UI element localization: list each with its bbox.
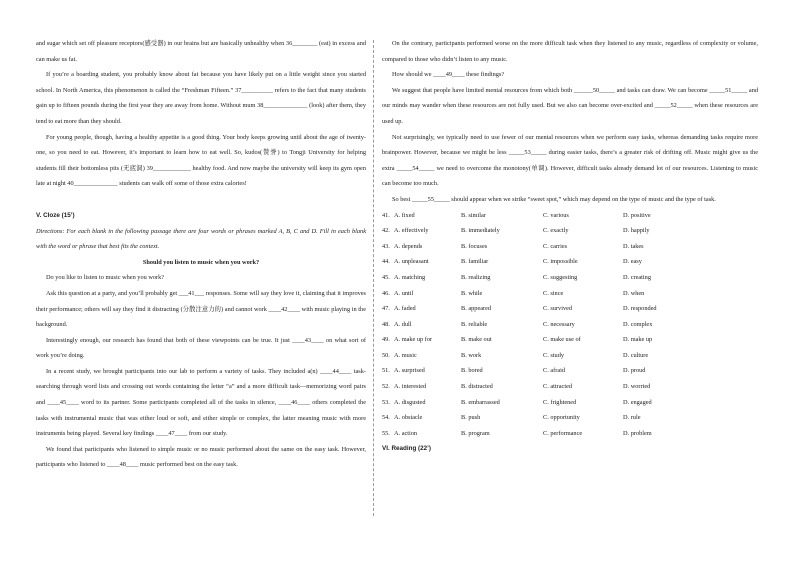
option-a: A. make up for	[394, 336, 433, 344]
option-a: A. fixed	[394, 211, 415, 219]
option-d: D. make up	[623, 336, 653, 344]
cloze-paragraph: In a recent study, we brought participants into our lab to perform a variety of tasks. They included a(n) ____44____ task-searching through word lists and crossing out words containing the letter “a” and a more difficult task—memorizing word pairs and ____45____ word to its partner. Some participants completed all of the tasks in silence, ____46____ others completed the tasks with instrumental music that was either loud or soft, and either simple or complex, the latter meaning music with more instruments being played. Several key findings ____47____ from our study.	[36, 367, 366, 438]
option-d: D. responded	[623, 305, 657, 313]
option-a: A. music	[394, 351, 417, 359]
column-divider	[373, 40, 374, 516]
option-b: B. while	[461, 289, 483, 297]
cloze-options-list	[382, 208, 758, 442]
option-c: C. necessary	[543, 320, 575, 328]
option-b: B. work	[461, 351, 482, 359]
cloze-passage-title: Should you listen to music when you work?	[142, 258, 260, 266]
option-b: B. embarrassed	[461, 398, 500, 406]
option-b: B. bored	[461, 367, 483, 375]
option-c: C. survived	[543, 305, 573, 313]
option-row	[382, 332, 758, 348]
option-c: C. performance	[543, 429, 583, 437]
cloze-paragraph: Do you like to listen to music when you work?	[46, 274, 165, 282]
passage-paragraph: If you’re a boarding student, you probably know about fat because you have likely put on a little weight since you started school. In North America, this phenomenon is called the “Freshman Fifteen.” 37__________ refers to the fact that many students gain up to fifteen pounds during the first year they are away from home. Without mum 38______________ (look) after them, they tend to eat more than they should.	[36, 71, 366, 125]
option-b: B. program	[461, 429, 490, 437]
option-c: C. opportunity	[543, 414, 580, 422]
question-number: 55.	[382, 429, 390, 437]
option-row	[382, 410, 758, 426]
question-number: 44.	[382, 258, 390, 266]
option-a: A. faded	[394, 305, 416, 313]
option-a: A. surprised	[394, 367, 425, 375]
question-number: 53.	[382, 398, 390, 406]
option-row	[382, 379, 758, 395]
option-row	[382, 239, 758, 255]
passage-paragraph: and sugar which set off pleasure receptors(感受器) in our brains but are basically unhealthy when 36________ (eat) in excess and can make us fat.	[36, 40, 366, 63]
option-d: D. creating	[623, 273, 651, 281]
option-row	[382, 363, 758, 379]
option-row	[382, 426, 758, 442]
question-number: 54.	[382, 414, 390, 422]
right-column	[382, 36, 758, 457]
option-d: D. takes	[623, 242, 644, 250]
cloze-directions: Directions: For each blank in the following passage there are four words or phrases marked A, B, C and D. Fill in each blank with the word or phrase that best fits the context.	[36, 227, 366, 251]
option-d: D. problem	[623, 429, 652, 437]
option-row	[382, 301, 758, 317]
cloze-paragraph: Ask this question at a party, and you’ll probably get ___41___ responses. Some will say they love it, claiming that it improves their performance; others will say they find it distracting (分散注意力的) and cannot work ____42____ with music playing in the background.	[36, 289, 366, 329]
option-d: D. happily	[623, 227, 650, 235]
option-c: C. make use of	[543, 336, 581, 344]
cloze-paragraph: On the contrary, participants performed worse on the more difficult task when they listened to any music, regardless of complexity or volume, compared to those who didn’t listen to any music.	[382, 40, 758, 63]
cloze-paragraph: How should we ____49____ these findings?	[392, 71, 505, 79]
reading-section-heading: VI. Reading (22’)	[382, 445, 431, 453]
cloze-paragraph: So best _____55_____ should appear when we strike “sweet spot,” which may depend on the type of music and the type of task.	[392, 195, 716, 203]
question-number: 51.	[382, 367, 390, 375]
option-a: A. depends	[394, 242, 423, 250]
option-row	[382, 317, 758, 333]
option-row	[382, 286, 758, 302]
option-b: B. realizing	[461, 273, 491, 281]
question-number: 42.	[382, 227, 390, 235]
option-row	[382, 223, 758, 239]
option-c: C. frightened	[543, 398, 577, 406]
option-a: A. interested	[394, 383, 427, 391]
option-d: D. culture	[623, 351, 649, 359]
question-number: 48.	[382, 320, 390, 328]
option-row	[382, 254, 758, 270]
option-c: C. attracted	[543, 383, 573, 391]
option-a: A. dull	[394, 320, 412, 328]
cloze-section-heading: V. Cloze (15’)	[36, 211, 75, 219]
option-c: C. exactly	[543, 227, 569, 235]
left-column	[36, 36, 366, 473]
question-number: 50.	[382, 351, 390, 359]
option-a: A. obstacle	[394, 414, 423, 422]
option-row	[382, 348, 758, 364]
option-c: C. various	[543, 211, 569, 219]
option-d: D. proud	[623, 367, 646, 375]
option-b: B. immediately	[461, 227, 500, 235]
option-d: D. when	[623, 289, 645, 297]
cloze-paragraph: Interestingly enough, our research has found that both of these viewpoints can be true. It just ____43____ on what sort of work you’re doing.	[36, 336, 366, 360]
option-a: A. effectively	[394, 227, 429, 235]
option-b: B. distracted	[461, 383, 493, 391]
option-c: C. impossible	[543, 258, 578, 266]
question-number: 45.	[382, 273, 390, 281]
question-number: 41.	[382, 211, 390, 219]
option-b: B. focuses	[461, 242, 488, 250]
question-number: 52.	[382, 383, 390, 391]
option-d: D. positive	[623, 211, 651, 219]
option-row	[382, 270, 758, 286]
option-row	[382, 395, 758, 411]
option-c: C. afraid	[543, 367, 566, 375]
question-number: 43.	[382, 242, 390, 250]
cloze-paragraph: We suggest that people have limited mental resources from which both ______50_____ and tasks can draw. We can become _____51_____ and our minds may wander when these resources are not fully used. But we also can become over-excited and _____52_____ when these resources are used up.	[382, 86, 758, 125]
option-a: A. matching	[394, 273, 426, 281]
option-d: D. rule	[623, 414, 641, 422]
option-d: D. complex	[623, 320, 653, 328]
option-b: B. appeared	[461, 305, 492, 313]
cloze-paragraph: We found that participants who listened to simple music or no music performed about the same on the easy task. However, participants who listened to ____48____ music performed best on the easy task.	[36, 445, 366, 469]
option-row	[382, 208, 758, 224]
option-a: A. action	[394, 429, 418, 437]
option-b: B. familiar	[461, 258, 489, 266]
option-c: C. suggesting	[543, 273, 578, 281]
question-number: 49.	[382, 336, 390, 344]
option-b: B. similar	[461, 211, 486, 219]
option-a: A. until	[394, 289, 414, 297]
option-c: C. study	[543, 351, 564, 359]
spacer	[36, 192, 366, 208]
cloze-paragraph: Not surprisingly, we typically need to use fewer of our mental resources when we perform easy tasks, whereas demanding tasks require more brainpower. However, because we might be less _____53_____ during easier tasks, there’s a greater risk of drifting off. Music might give us the extra _____54_____ we need to overcome the monotony(单调). However, difficult tasks already demand lot of our resources. Listening to music can become too much.	[382, 133, 758, 188]
option-d: D. worried	[623, 383, 651, 391]
option-c: C. carries	[543, 242, 568, 250]
option-b: B. make out	[461, 336, 492, 344]
option-b: B. reliable	[461, 320, 488, 328]
question-number: 46.	[382, 289, 390, 297]
option-d: D. easy	[623, 258, 642, 266]
passage-paragraph: For young people, though, having a healthy appetite is a good thing. Your body keeps growing until about the age of twenty-one, so you need to eat. However, it’s important to learn how to eat well. So, kudos(赞誉) to Tongji University for helping students fill their bottomless pits (无底洞) 39____________ healthy food. And now maybe the university will keep its gym open late at night 40______________ students can walk off some of those extra calories!	[36, 133, 366, 188]
option-a: A. unpleasant	[394, 258, 429, 266]
option-a: A. disgusted	[394, 398, 426, 406]
question-number: 47.	[382, 305, 390, 313]
option-b: B. push	[461, 414, 481, 422]
option-d: D. engaged	[623, 398, 652, 406]
option-c: C. since	[543, 289, 564, 297]
